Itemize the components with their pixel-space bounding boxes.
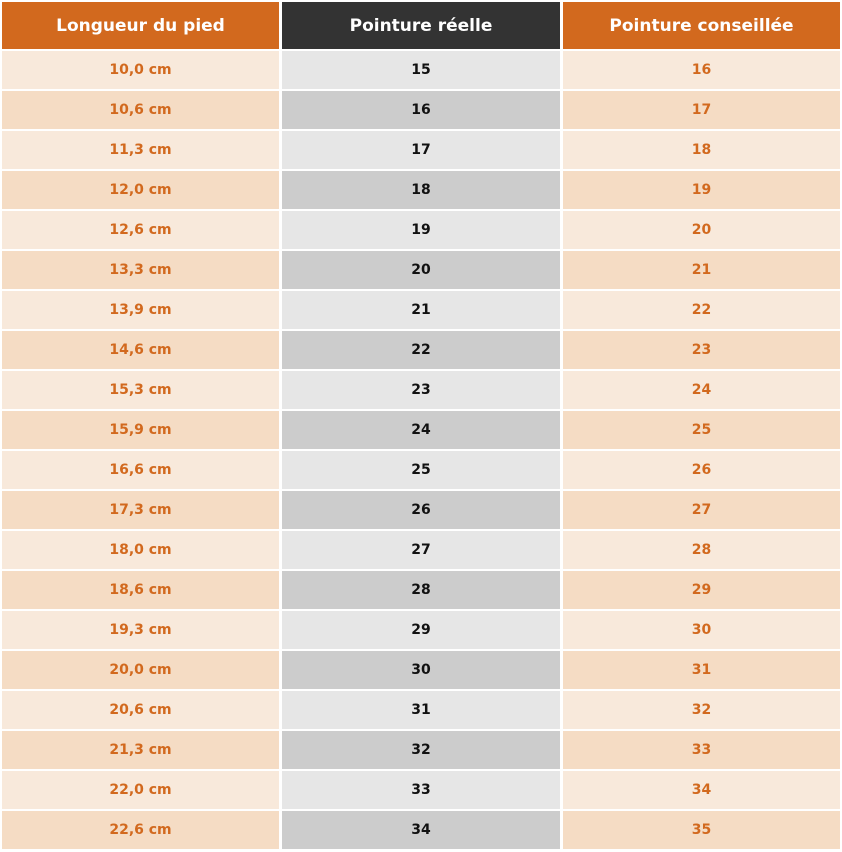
recommended-size-cell: 33 [563, 731, 840, 769]
foot-length-cell: 13,9 cm [2, 291, 279, 329]
actual-size-cell: 19 [282, 211, 560, 249]
table-row [2, 211, 840, 251]
recommended-size-cell: 34 [563, 771, 840, 809]
foot-length-cell: 21,3 cm [2, 731, 279, 769]
foot-length-cell: 12,0 cm [2, 171, 279, 209]
foot-length-cell: 12,6 cm [2, 211, 279, 249]
recommended-size-cell: 21 [563, 251, 840, 289]
actual-size-cell: 26 [282, 491, 560, 529]
actual-size-cell: 25 [282, 451, 560, 489]
foot-length-cell: 18,6 cm [2, 571, 279, 609]
recommended-size-cell: 27 [563, 491, 840, 529]
actual-size-cell: 21 [282, 291, 560, 329]
recommended-size-cell: 22 [563, 291, 840, 329]
table-row [2, 171, 840, 211]
actual-size-cell: 34 [282, 811, 560, 849]
table-row [2, 451, 840, 491]
recommended-size-cell: 23 [563, 331, 840, 369]
actual-size-cell: 23 [282, 371, 560, 409]
recommended-size-cell: 18 [563, 131, 840, 169]
foot-length-cell: 11,3 cm [2, 131, 279, 169]
foot-length-cell: 20,0 cm [2, 651, 279, 689]
table-row [2, 371, 840, 411]
foot-length-cell: 10,0 cm [2, 51, 279, 89]
actual-size-cell: 20 [282, 251, 560, 289]
recommended-size-cell: 29 [563, 571, 840, 609]
actual-size-cell: 33 [282, 771, 560, 809]
table-row [2, 771, 840, 811]
actual-size-cell: 22 [282, 331, 560, 369]
actual-size-cell: 30 [282, 651, 560, 689]
table-row [2, 291, 840, 331]
recommended-size-cell: 28 [563, 531, 840, 569]
actual-size-cell: 32 [282, 731, 560, 769]
actual-size-cell: 15 [282, 51, 560, 89]
actual-size-cell: 16 [282, 91, 560, 129]
foot-length-cell: 15,3 cm [2, 371, 279, 409]
table-row [2, 91, 840, 131]
foot-length-cell: 22,6 cm [2, 811, 279, 849]
recommended-size-cell: 25 [563, 411, 840, 449]
recommended-size-cell: 16 [563, 51, 840, 89]
foot-length-cell: 17,3 cm [2, 491, 279, 529]
foot-length-cell: 14,6 cm [2, 331, 279, 369]
recommended-size-cell: 19 [563, 171, 840, 209]
recommended-size-cell: 32 [563, 691, 840, 729]
foot-length-cell: 18,0 cm [2, 531, 279, 569]
recommended-size-cell: 35 [563, 811, 840, 849]
foot-length-cell: 13,3 cm [2, 251, 279, 289]
actual-size-cell: 24 [282, 411, 560, 449]
actual-size-cell: 31 [282, 691, 560, 729]
recommended-size-cell: 17 [563, 91, 840, 129]
actual-size-cell: 29 [282, 611, 560, 649]
table-row [2, 491, 840, 531]
recommended-size-cell: 24 [563, 371, 840, 409]
shoe-size-table [2, 2, 840, 851]
table-row [2, 571, 840, 611]
recommended-size-cell: 26 [563, 451, 840, 489]
table-row [2, 251, 840, 291]
foot-length-cell: 16,6 cm [2, 451, 279, 489]
table-body [2, 51, 840, 851]
table-row [2, 691, 840, 731]
foot-length-cell: 20,6 cm [2, 691, 279, 729]
foot-length-cell: 10,6 cm [2, 91, 279, 129]
table-row [2, 731, 840, 771]
header-foot-length: Longueur du pied [2, 2, 279, 49]
foot-length-cell: 19,3 cm [2, 611, 279, 649]
table-row [2, 651, 840, 691]
actual-size-cell: 27 [282, 531, 560, 569]
header-actual-size: Pointure réelle [282, 2, 560, 49]
table-row [2, 51, 840, 91]
foot-length-cell: 22,0 cm [2, 771, 279, 809]
table-row [2, 411, 840, 451]
actual-size-cell: 17 [282, 131, 560, 169]
actual-size-cell: 18 [282, 171, 560, 209]
table-row [2, 531, 840, 571]
foot-length-cell: 15,9 cm [2, 411, 279, 449]
table-row [2, 331, 840, 371]
recommended-size-cell: 30 [563, 611, 840, 649]
table-header-row [2, 2, 840, 51]
recommended-size-cell: 31 [563, 651, 840, 689]
table-row [2, 611, 840, 651]
header-recommended-size: Pointure conseillée [563, 2, 840, 49]
recommended-size-cell: 20 [563, 211, 840, 249]
table-row [2, 811, 840, 851]
table-row [2, 131, 840, 171]
actual-size-cell: 28 [282, 571, 560, 609]
